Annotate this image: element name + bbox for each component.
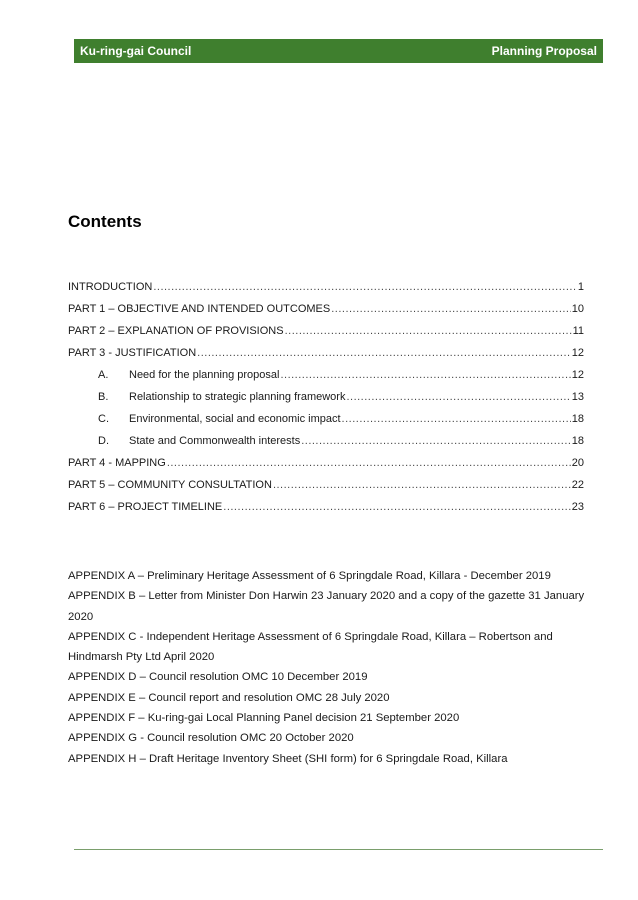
toc-entry-title: INTRODUCTION (68, 281, 153, 293)
table-of-contents (68, 276, 584, 518)
toc-entry[interactable] (68, 496, 584, 518)
page-header (74, 39, 603, 63)
toc-entry[interactable] (68, 276, 584, 298)
toc-entry-letter: D. (98, 435, 109, 447)
toc-entry-title: PART 6 – PROJECT TIMELINE (68, 501, 223, 513)
appendix-item: APPENDIX F – Ku-ring-gai Local Planning Panel decision 21 September 2020 (68, 712, 460, 725)
toc-entry[interactable] (68, 364, 584, 386)
toc-page-number: 12 (571, 369, 584, 381)
toc-dot-leader (167, 452, 571, 474)
appendix-item: APPENDIX H – Draft Heritage Inventory Sheet (SHI form) for 6 Springdale Road, Killara (68, 752, 508, 765)
appendix-item: APPENDIX A – Preliminary Heritage Assessment of 6 Springdale Road, Killara - December 2019 (68, 570, 551, 582)
toc-page-number: 22 (571, 479, 584, 491)
toc-dot-leader (153, 276, 577, 298)
appendix-item: APPENDIX B – Letter from Minister Don Harwin 23 January 2020 and a copy of the gazette 31 January 2020 (68, 590, 585, 623)
toc-entry-letter: A. (98, 369, 109, 381)
toc-page-number: 18 (571, 435, 584, 447)
toc-entry-title: PART 5 – COMMUNITY CONSULTATION (68, 479, 272, 491)
contents-heading: Contents (68, 212, 142, 231)
toc-page-number: 18 (571, 413, 584, 425)
toc-entry[interactable] (68, 298, 584, 320)
toc-page-number: 11 (572, 325, 584, 337)
toc-entry[interactable] (68, 430, 584, 452)
header-council-name: Ku-ring-gai Council (80, 44, 192, 58)
toc-dot-leader (273, 474, 571, 496)
toc-entry-letter: B. (98, 391, 109, 403)
toc-dot-leader (331, 298, 571, 320)
toc-page-number: 23 (571, 501, 584, 513)
toc-dot-leader (346, 386, 570, 408)
toc-entry-title: State and Commonwealth interests (129, 435, 301, 447)
footer-divider (74, 849, 603, 850)
toc-dot-leader (280, 364, 570, 386)
toc-page-number: 10 (571, 303, 584, 315)
appendix-item: APPENDIX E – Council report and resolution OMC 28 July 2020 (68, 691, 390, 704)
toc-entry[interactable] (68, 320, 584, 342)
toc-entry[interactable] (68, 386, 584, 408)
toc-entry-title: Need for the planning proposal (129, 369, 280, 381)
toc-entry[interactable] (68, 342, 584, 364)
toc-page-number: 1 (577, 281, 584, 293)
toc-dot-leader (197, 342, 571, 364)
toc-dot-leader (301, 430, 571, 452)
toc-entry-title: PART 4 - MAPPING (68, 457, 166, 469)
toc-entry[interactable] (68, 452, 584, 474)
toc-entry[interactable] (68, 474, 584, 496)
toc-dot-leader (223, 496, 570, 518)
toc-page-number: 20 (571, 457, 584, 469)
toc-entry[interactable] (68, 408, 584, 430)
toc-entry-letter: C. (98, 413, 109, 425)
toc-dot-leader (285, 320, 572, 342)
toc-entry-title: PART 3 - JUSTIFICATION (68, 347, 197, 359)
appendix-item: APPENDIX C - Independent Heritage Assessment of 6 Springdale Road, Killara – Robertson and Hindmarsh Pty Ltd April 2020 (68, 630, 553, 664)
toc-entry-title: Relationship to strategic planning framework (129, 391, 346, 403)
toc-entry-title: PART 2 – EXPLANATION OF PROVISIONS (68, 325, 284, 337)
appendix-item: APPENDIX D – Council resolution OMC 10 December 2019 (68, 671, 368, 684)
toc-page-number: 12 (571, 347, 584, 359)
toc-entry-title: PART 1 – OBJECTIVE AND INTENDED OUTCOMES (68, 303, 331, 315)
toc-entry-title: Environmental, social and economic impact (129, 413, 341, 425)
appendix-item: APPENDIX G - Council resolution OMC 20 October 2020 (68, 732, 354, 745)
toc-dot-leader (342, 408, 571, 430)
toc-page-number: 13 (571, 391, 584, 403)
appendix-list (68, 566, 588, 769)
header-document-type: Planning Proposal (491, 44, 597, 58)
